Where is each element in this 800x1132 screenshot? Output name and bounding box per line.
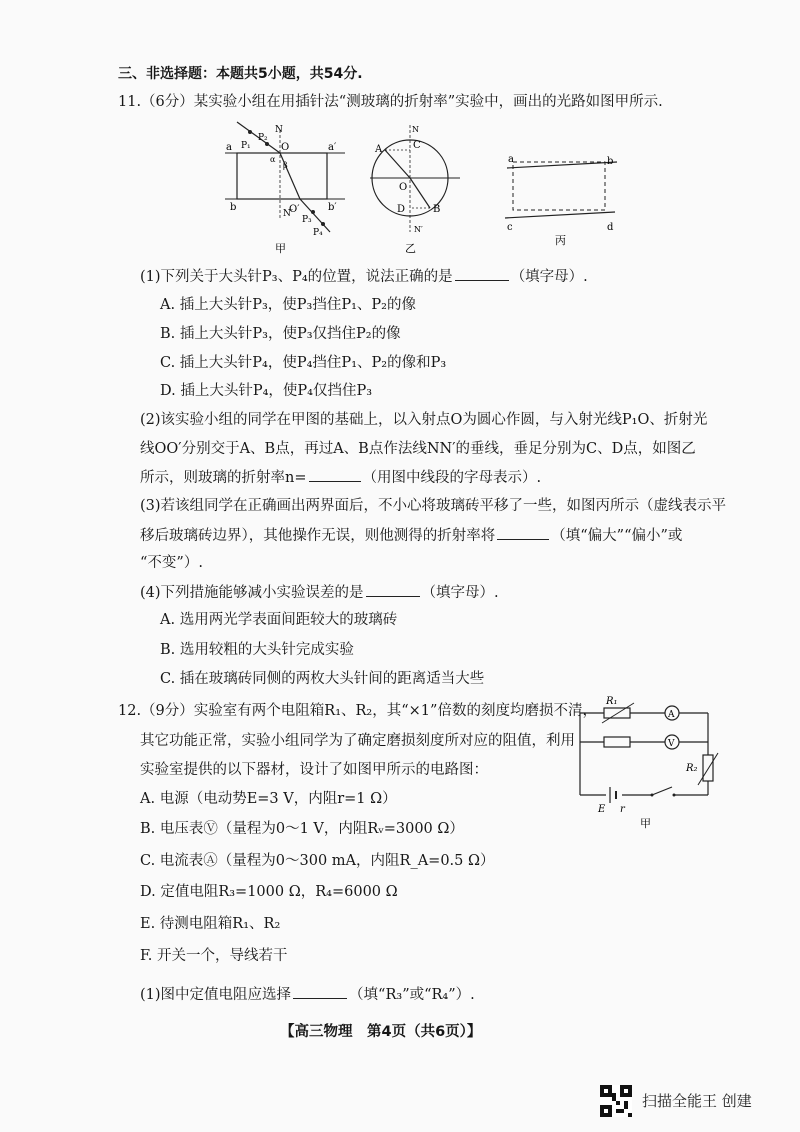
figure-yi-caption: 乙 <box>405 242 416 255</box>
q12-part1-text: (1)图中定值电阻应选择 <box>140 987 292 1003</box>
section-heading: 三、非选择题：本题共5小题，共54分. <box>118 66 363 82</box>
label-p3: P₃ <box>302 215 312 225</box>
label-n-prime: N′ <box>283 209 293 219</box>
q12-item-c: C. 电流表Ⓐ（量程为0～300 mA，内阻R_A=0.5 Ω） <box>140 853 495 869</box>
label-O-yi: O <box>399 182 408 193</box>
q12-circuit <box>568 695 728 830</box>
q12-item-e: E. 待测电阻箱R₁、R₂ <box>140 916 281 932</box>
label-D: D <box>397 204 406 215</box>
q11-option-a: A. 插上大头针P₃，使P₃挡住P₁、P₂的像 <box>160 297 416 313</box>
label-a-prime: a′ <box>328 142 337 153</box>
figure-jia-caption: 甲 <box>275 242 286 255</box>
figure-jia <box>225 122 345 255</box>
circuit-caption: 甲 <box>640 817 651 830</box>
label-c-bing: c <box>507 222 513 233</box>
q11-part2-line2: 线OO′分别交于A、B点，再过A、B点作法线NN′的垂线，垂足分别为C、D点，如图乙 <box>140 441 696 457</box>
label-e: E <box>598 804 606 815</box>
q11-part1 <box>140 266 588 287</box>
label-beta: β <box>283 161 288 170</box>
label-b: b <box>230 202 237 213</box>
q11-part1-text: (1)下列关于大头针P₃、P₄的位置，说法正确的是 <box>140 269 453 285</box>
q11-option-d: D. 插上大头针P₄，使P₄仅挡住P₃ <box>160 383 373 399</box>
resistor-r1 <box>604 708 630 718</box>
q11-option-c: C. 插上大头针P₄，使P₄挡住P₁、P₂的像和P₃ <box>160 355 447 371</box>
q11-part4-option-b: B. 选用较粗的大头针完成实验 <box>160 642 354 658</box>
watermark-text: 扫描全能王 创建 <box>642 1092 752 1110</box>
q11-part3-text: 移后玻璃砖边界），其他操作无误，则他测得的折射率将 <box>140 528 496 544</box>
label-r1: R₁ <box>606 696 618 707</box>
fixed-resistor <box>604 737 630 747</box>
label-a: a <box>226 142 232 153</box>
q12-item-f: F. 开关一个，导线若干 <box>140 948 288 964</box>
q12-part1-blank <box>293 984 347 999</box>
pin-p3 <box>311 210 315 214</box>
q11-part3-line3: “不变”）. <box>140 555 203 571</box>
label-a-bing: a <box>508 154 514 165</box>
q11-part2-blank <box>309 467 361 482</box>
q12-item-d: D. 定值电阻R₃=1000 Ω，R₄=6000 Ω <box>140 884 398 900</box>
q11-part3-blank <box>497 525 549 540</box>
q11-part4 <box>140 582 499 603</box>
label-b-prime: b′ <box>328 202 337 213</box>
q11-part4-option-a: A. 选用两光学表面间距较大的玻璃砖 <box>160 612 398 628</box>
label-o: O <box>281 142 290 153</box>
label-p2: P₂ <box>258 133 268 143</box>
q11-figures <box>225 120 625 260</box>
q11-part4-blank <box>366 582 420 597</box>
q11-part2-tail: （用图中线段的字母表示）. <box>362 470 542 486</box>
resistor-r2 <box>703 755 713 781</box>
ammeter-label: A <box>668 710 675 720</box>
q11-part4-option-c: C. 插在玻璃砖同侧的两枚大头针间的距离适当大些 <box>160 671 485 687</box>
q11-option-b: B. 插上大头针P₃，使P₃仅挡住P₂的像 <box>160 326 401 342</box>
label-d-bing: d <box>607 222 614 233</box>
label-r2: R₂ <box>686 763 698 774</box>
page-footer: 【高三物理 第4页（共6页）】 <box>280 1024 482 1040</box>
q11-part4-text: (4)下列措施能够减小实验误差的是 <box>140 585 364 601</box>
label-B: B <box>433 204 441 215</box>
q11-part3-tail: （填“偏大”“偏小”或 <box>551 528 683 544</box>
label-b-bing: b <box>607 156 614 167</box>
pin-p1 <box>248 130 252 134</box>
q11-part1-blank <box>455 266 509 281</box>
q12-part1 <box>140 984 475 1005</box>
figure-bing-caption: 丙 <box>555 234 566 247</box>
q11-part4-tail: （填字母）. <box>421 585 499 601</box>
label-A: A <box>375 144 383 155</box>
q12-stem-line3: 实验室提供的以下器材，设计了如图甲所示的电路图： <box>140 762 488 778</box>
pin-p4 <box>321 222 325 226</box>
q11-part2-text: 所示，则玻璃的折射率n= <box>140 470 307 486</box>
label-alpha: α <box>270 155 276 164</box>
label-p4: P₄ <box>313 228 323 238</box>
figure-bing <box>505 154 617 247</box>
label-C: C <box>413 140 421 151</box>
q11-part2-line3 <box>140 467 541 488</box>
label-n: N <box>275 125 283 135</box>
q12-item-b: B. 电压表Ⓥ（量程为0～1 V，内阻Rᵥ=3000 Ω） <box>140 821 464 837</box>
label-n-yi: N <box>412 125 419 134</box>
q12-part1-tail: （填“R₃”或“R₄”）. <box>349 987 475 1003</box>
label-n-prime-yi: N′ <box>414 225 423 234</box>
label-r: r <box>620 804 625 815</box>
label-o-prime: O′ <box>289 204 300 215</box>
q11-part2-line1: (2)该实验小组的同学在甲图的基础上，以入射点O为圆心作圆，与入射光线P₁O、折射光 <box>140 412 708 428</box>
q11-part3-line2 <box>140 525 682 546</box>
q12-stem-line2: 其它功能正常，实验小组同学为了确定磨损刻度所对应的阻值，利用 <box>140 733 575 749</box>
q11-part1-tail: （填字母）. <box>510 269 588 285</box>
qr-code-icon <box>600 1085 632 1117</box>
q11-stem: 11.（6分）某实验小组在用插针法“测玻璃的折射率”实验中，画出的光路如图甲所示. <box>118 94 663 110</box>
voltmeter-label: V <box>668 739 675 749</box>
q12-item-a: A. 电源（电动势E=3 V，内阻r=1 Ω） <box>140 791 397 807</box>
q12-stem-line1: 12.（9分）实验室有两个电阻箱R₁、R₂，其“×1”倍数的刻度均磨损不清， <box>118 703 597 719</box>
label-p1: P₁ <box>241 141 251 151</box>
q11-part3-line1: (3)若该组同学在正确画出两界面后，不小心将玻璃砖平移了一些，如图丙所示（虚线表示平 <box>140 498 727 514</box>
figure-yi <box>370 125 460 255</box>
